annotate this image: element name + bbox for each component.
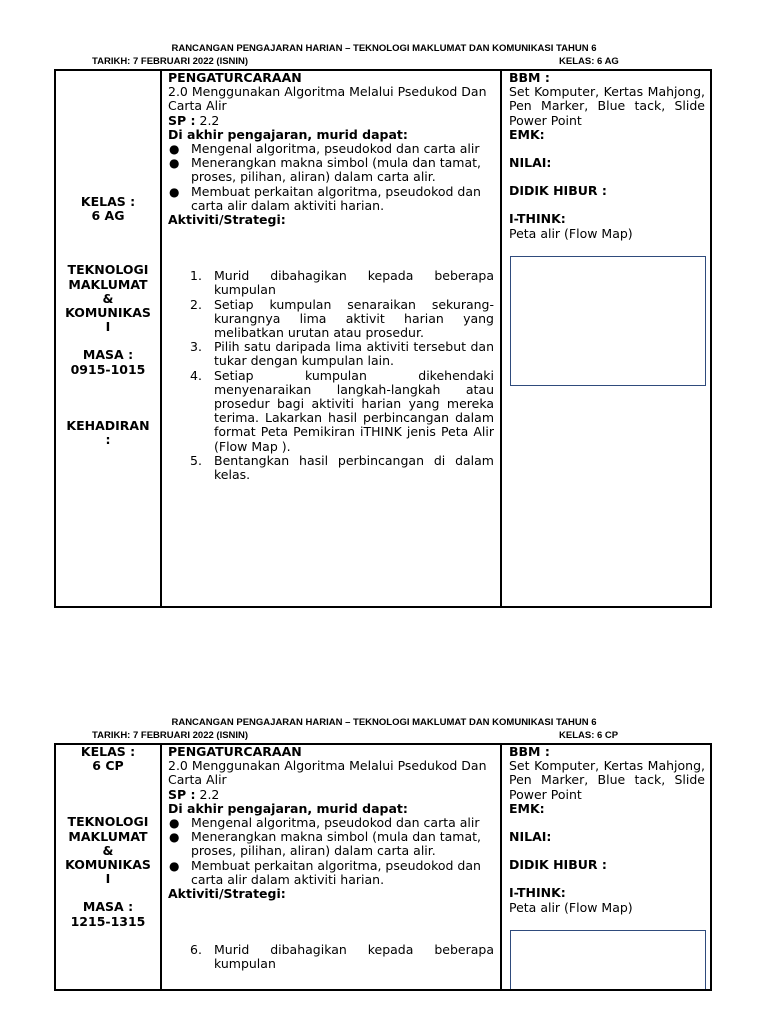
- bullet-icon: ●: [169, 184, 180, 199]
- bullet-icon: ●: [169, 142, 180, 157]
- plan1-subject-line: I: [105, 319, 111, 335]
- plan2-kelas-value: 6 CP: [92, 758, 124, 774]
- plan1-kelas: KELAS: 6 AG: [559, 56, 619, 67]
- plan1-left-column: [56, 71, 162, 606]
- plan1-date: TARIKH: 7 FEBRUARI 2022 (ISNIN): [92, 56, 249, 67]
- plan2-kelas-label: KELAS :: [80, 745, 136, 759]
- plan1-activity-item: 1. Murid dibahagikan kepada beberapa kumpulan: [190, 268, 494, 298]
- plan1-objective-item: ● Menerangkan makna simbol (mula dan tamat, proses, pilihan, aliran) dalam carta alir.: [169, 155, 481, 185]
- plan1-bbm-label: BBM :: [509, 71, 550, 85]
- plan1-sp-value: 2.2: [199, 112, 220, 128]
- plan1-activity-item: 4. Setiap kumpulan dikehendaki menyenaraikan langkah-langkah atau prosedur bagi aktiviti harian yang mereka terima. Lakarkan hasil perbincangan dalam format Peta Pemikiran iTHINK jenis Peta Alir (Flow Map ).: [190, 367, 494, 454]
- bullet-icon: ●: [169, 156, 180, 171]
- plan2-right-column: [502, 745, 710, 989]
- plan1-ithink-box: [510, 256, 706, 386]
- plan1-kehadiran-colon: :: [105, 432, 111, 448]
- plan2-date: TARIKH: 7 FEBRUARI 2022 (ISNIN): [92, 730, 249, 741]
- plan2-didik-label: DIDIK HIBUR :: [509, 857, 607, 873]
- plan1-objective-heading: Di akhir pengajaran, murid dapat:: [168, 126, 408, 142]
- plan1-masa-label: MASA :: [82, 347, 134, 363]
- plan1-subject-line: TEKNOLOGI: [67, 262, 149, 278]
- plan1-ithink-text: Peta alir (Flow Map): [509, 225, 633, 241]
- plan2-objective-item: ● Menerangkan makna simbol (mula dan tamat, proses, pilihan, aliran) dalam carta alir.: [169, 829, 481, 859]
- plan1-objective-item: ● Membuat perkaitan algoritma, pseudokod dan carta alir dalam aktiviti harian.: [169, 183, 481, 213]
- plan1-topic: 2.0 Menggunakan Algoritma Melalui Psedukod Dan Carta Alir: [168, 84, 487, 114]
- plan2-emk-label: EMK:: [509, 800, 545, 816]
- plan1-sp-label: SP :: [168, 112, 196, 128]
- plan1-masa-value: 0915-1015: [70, 361, 146, 377]
- bullet-icon: ●: [169, 816, 180, 831]
- plan1-emk-label: EMK:: [509, 126, 545, 142]
- bullet-icon: ●: [169, 830, 180, 845]
- plan2-topic: 2.0 Menggunakan Algoritma Melalui Psedukod Dan Carta Alir: [168, 758, 487, 788]
- plan2-subject-line: I: [105, 871, 111, 887]
- plan2-objective-heading: Di akhir pengajaran, murid dapat:: [168, 800, 408, 816]
- plan1-heading: PENGATURCARAAN: [168, 71, 302, 85]
- plan2-masa-value: 1215-1315: [70, 913, 146, 929]
- plan2-kelas: KELAS: 6 CP: [559, 730, 619, 741]
- plan2-subject-line: TEKNOLOGI: [67, 814, 149, 830]
- plan1-kelas-value: 6 AG: [91, 208, 125, 224]
- plan1-ithink-label: I-THINK:: [509, 211, 566, 227]
- plan2-title: RANCANGAN PENGAJARAN HARIAN – TEKNOLOGI MAKLUMAT DAN KOMUNIKASI TAHUN 6: [171, 717, 597, 728]
- plan1-objective-item: ● Mengenal algoritma, pseudokod dan carta alir: [169, 141, 480, 157]
- plan2-bbm-label: BBM :: [509, 745, 550, 759]
- plan1-right-column: [502, 71, 710, 606]
- plan2-ithink-text: Peta alir (Flow Map): [509, 899, 633, 915]
- plan2-subject-line: &: [102, 842, 114, 858]
- plan1-didik-label: DIDIK HIBUR :: [509, 183, 607, 199]
- plan1-activity-item: 2. Setiap kumpulan senaraikan sekurang-kurangnya lima aktivit harian yang melibatkan urutan atau prosedur.: [190, 296, 494, 341]
- bullet-icon: ●: [169, 858, 180, 873]
- plan2-left-column: [56, 745, 162, 989]
- plan2-nilai-label: NILAI:: [509, 829, 552, 845]
- plan1-title: RANCANGAN PENGAJARAN HARIAN – TEKNOLOGI MAKLUMAT DAN KOMUNIKASI TAHUN 6: [171, 43, 597, 54]
- plan2-masa-label: MASA :: [82, 899, 134, 915]
- plan2-activity-item: 6. Murid dibahagikan kepada beberapa kumpulan: [190, 942, 494, 972]
- plan1-nilai-label: NILAI:: [509, 155, 552, 171]
- plan2-objective-item: ● Membuat perkaitan algoritma, pseudokod dan carta alir dalam aktiviti harian.: [169, 857, 481, 887]
- plan1-activity-heading: Aktiviti/Strategi:: [168, 212, 286, 228]
- plan1-activity-item: 3. Pilih satu daripada lima aktiviti tersebut dan tukar dengan kumpulan lain.: [190, 339, 494, 369]
- plan2-ithink-label: I-THINK:: [509, 885, 566, 901]
- plan2-ithink-box: [510, 930, 706, 989]
- plan2-bbm-text: Set Komputer, Kertas Mahjong, Pen Marker, Blue tack, Slide Power Point: [509, 758, 705, 802]
- plan1-kehadiran-label: KEHADIRAN: [66, 417, 150, 433]
- plan2-objective-item: ● Mengenal algoritma, pseudokod dan carta alir: [169, 815, 480, 831]
- plan2-subject-line: MAKLUMAT: [68, 828, 148, 844]
- plan1-subject-line: MAKLUMAT: [68, 276, 148, 292]
- plan2-table: [54, 743, 712, 991]
- plan1-kelas-label: KELAS :: [80, 194, 136, 209]
- plan2-sp-label: SP :: [168, 786, 196, 802]
- plan1-subject-line: &: [102, 290, 114, 306]
- plan2-activity-heading: Aktiviti/Strategi:: [168, 886, 286, 902]
- plan2-sp-value: 2.2: [199, 786, 220, 802]
- plan1-table: [54, 69, 712, 608]
- plan1-middle-column: [162, 71, 502, 606]
- plan2-middle-column: [162, 745, 502, 989]
- plan1-activity-item: 5. Bentangkan hasil perbincangan di dalam kelas.: [190, 452, 494, 483]
- plan1-subject-line: KOMUNIKAS: [65, 305, 151, 321]
- plan2-heading: PENGATURCARAAN: [168, 745, 302, 759]
- plan1-bbm-text: Set Komputer, Kertas Mahjong, Pen Marker, Blue tack, Slide Power Point: [509, 84, 705, 128]
- plan2-subject-line: KOMUNIKAS: [65, 857, 151, 873]
